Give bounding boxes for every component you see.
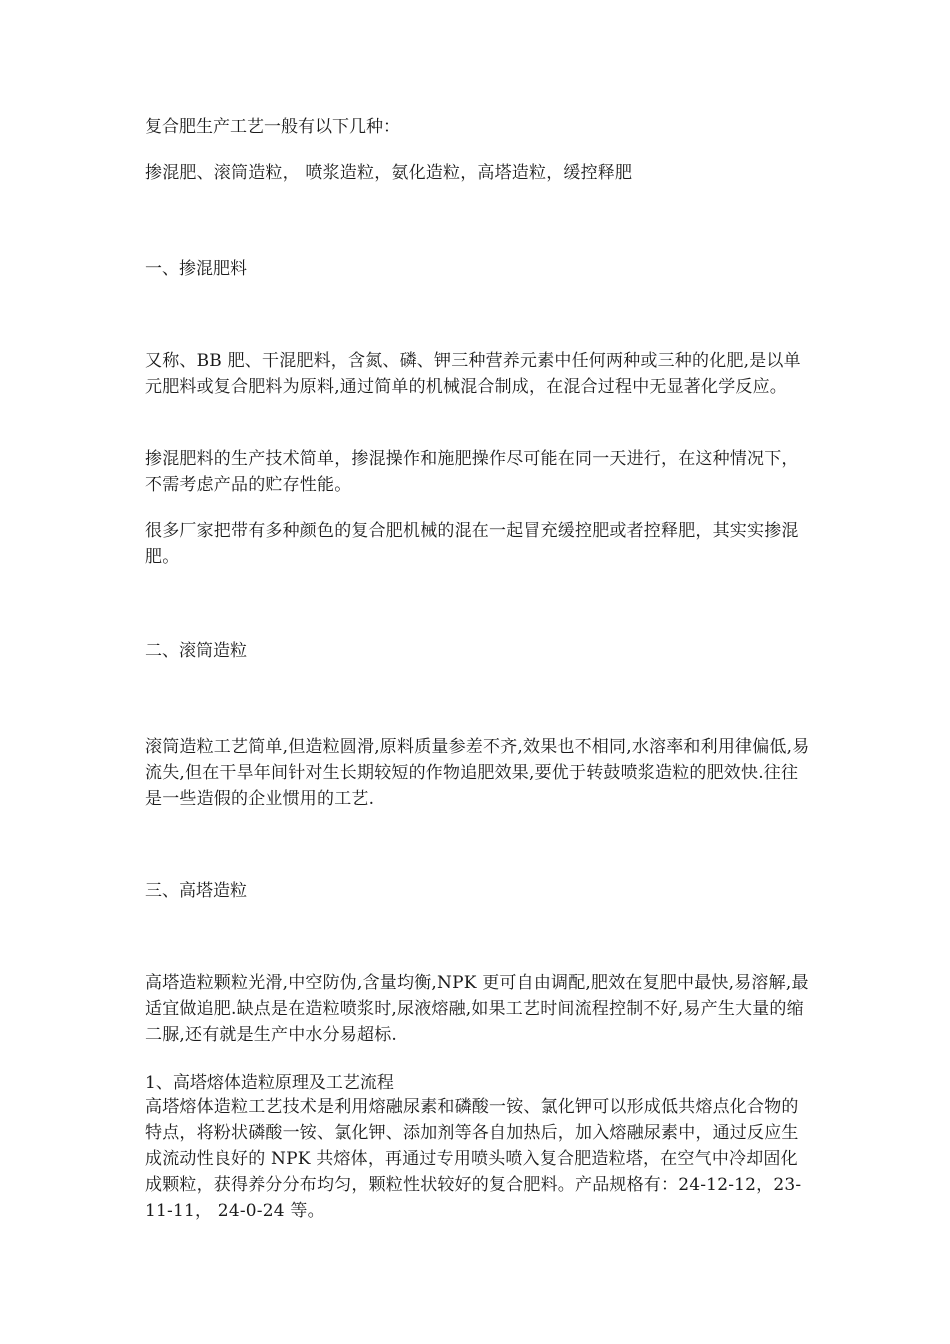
paragraph-tower: 高塔造粒颗粒光滑,中空防伪,含量均衡,NPK 更可自由调配,肥效在复肥中最快,易溶解,最适宜做追肥.缺点是在造粒喷浆时,尿液熔融,如果工艺时间流程控制不好,易产生大量的缩二脲,还有就是生产中水分易超标. [145, 973, 809, 1045]
section-heading-drum: 二、滚筒造粒 [145, 641, 247, 661]
subsection-title-tower-melt: 1、高塔熔体造粒原理及工艺流程 [145, 1073, 394, 1093]
paragraph-blended-production: 掺混肥料的生产技术简单，掺混操作和施肥操作尽可能在同一天进行，在这种情况下，不需考虑产品的贮存性能。 [145, 449, 799, 495]
paragraph-blended-note: 很多厂家把带有多种颜色的复合肥机械的混在一起冒充缓控肥或者控释肥，其实实掺混肥。 [145, 521, 799, 567]
intro-line: 复合肥生产工艺一般有以下几种： [145, 117, 400, 137]
process-list: 掺混肥、滚筒造粒， 喷浆造粒，氨化造粒，高塔造粒，缓控释肥 [145, 163, 633, 183]
paragraph-drum: 滚筒造粒工艺简单,但造粒圆滑,原料质量参差不齐,效果也不相同,水溶率和利用律偏低,易流失,但在干旱年间针对生长期较短的作物追肥效果,要优于转鼓喷浆造粒的肥效快.往往是一些造假的企业惯用的工艺. [145, 737, 810, 809]
paragraph-tower-melt: 高塔熔体造粒工艺技术是利用熔融尿素和磷酸一铵、氯化钾可以形成低共熔点化合物的特点，将粉状磷酸一铵、氯化钾、添加剂等各自加热后，加入熔融尿素中，通过反应生成流动性良好的 NPK 共熔体，再通过专用喷头喷入复合肥造粒塔，在空气中冷却固化成颗粒，获得养分分布均匀，颗粒性状较好的复合肥料。产品规格有：24-12-12，23-11-11， 24-0-24 等。 [145, 1097, 802, 1221]
section-heading-blended: 一、掺混肥料 [145, 259, 247, 279]
section-heading-tower: 三、高塔造粒 [145, 881, 247, 901]
paragraph-blended-definition: 又称、BB 肥、干混肥料，含氮、磷、钾三种营养元素中任何两种或三种的化肥,是以单元肥料或复合肥料为原料,通过简单的机械混合制成，在混合过程中无显著化学反应。 [145, 351, 801, 397]
